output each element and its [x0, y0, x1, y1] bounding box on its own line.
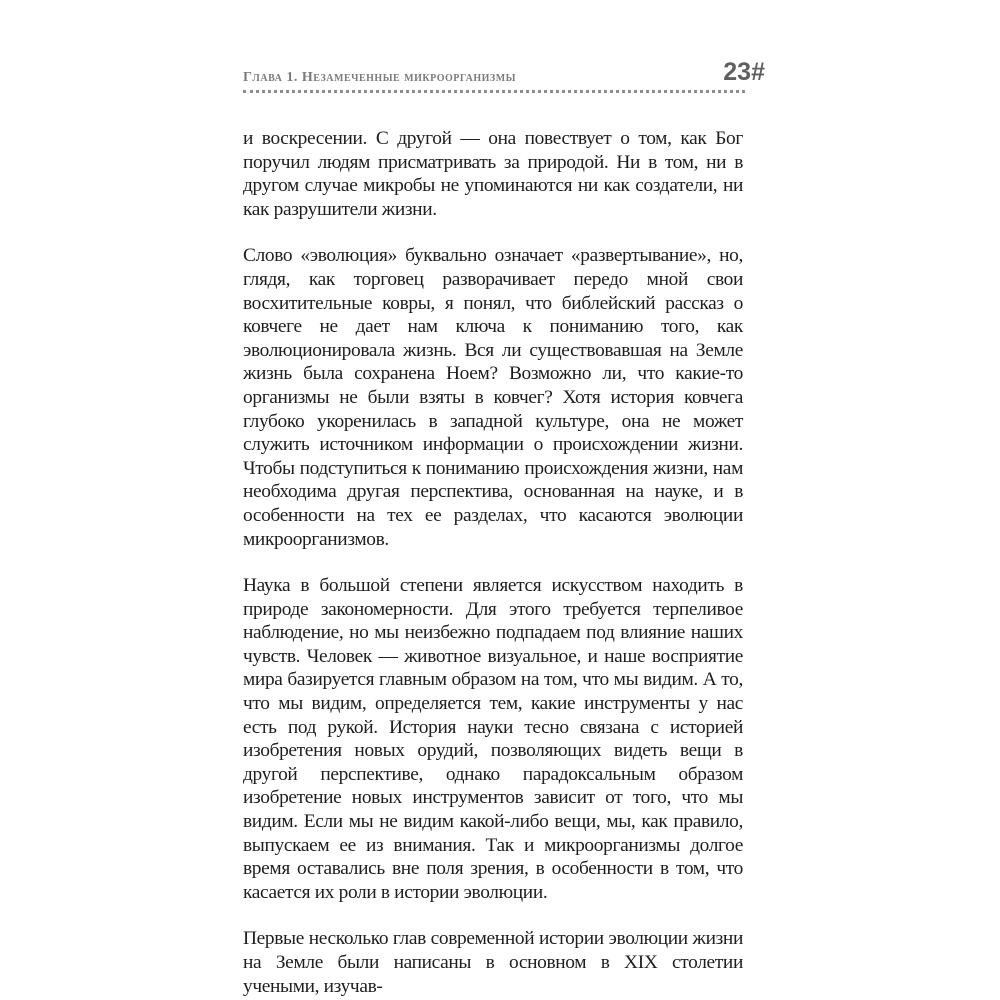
paragraph-3: Наука в большой степени является искусством находить в природе закономерности. Для этого требуется терпеливое наблюдение, но мы неизбежно подпадаем под влияние наших чувств. Человек — животное визуальное, и наше восприятие мира базируется главным образом на том, что мы видим. А то, что мы видим, определяется тем, какие инструменты у нас есть под рукой. История науки тесно связана с историей изобретения новых орудий, позволяющих видеть вещи в другой перспективе, однако парадоксальным образом изобретение новых инструментов зависит от того, что мы видим. Если мы не видим какой-либо вещи, мы, как правило, выпускаем ее из внимания. Так и микроорганизмы долгое время оставались вне поля зрения, в особенности в том, что касается их роли в истории эволюции. — [243, 575, 743, 903]
paragraph-4: Первые несколько глав современной истории эволюции жизни на Земле были написаны в основном в XIX столетии учеными, изучав- — [243, 928, 743, 997]
running-header — [243, 56, 765, 92]
chapter-title: Глава 1. Незамеченные микроорганизмы — [243, 70, 516, 85]
page-number: 23# — [723, 58, 765, 86]
header-dotted-rule — [243, 90, 745, 93]
body-text — [243, 127, 743, 1000]
paragraph-1: и воскресении. С другой — она повествует о том, как Бог поручил людям присматривать за природой. Ни в том, ни в другом случае микробы не упоминаются ни как создатели, ни как разрушители жизни. — [243, 128, 743, 220]
paragraph-2: Слово «эволюция» буквально означает «развертывание», но, глядя, как торговец разворачивает передо мной свои восхитительные ковры, я понял, что библейский рассказ о ковчеге не дает нам ключа к пониманию того, как эволюционировала жизнь. Вся ли существовавшая на Земле жизнь была сохранена Ноем? Возможно ли, что какие-то организмы не были взяты в ковчег? Хотя история ковчега глубоко укоренилась в западной культуре, она не может служить источником информации о происхождении жизни. Чтобы подступиться к пониманию происхождения жизни, нам необходима другая перспектива, основанная на науке, и в особенности на тех ее разделах, что касаются эволюции микроорганизмов. — [243, 245, 743, 550]
